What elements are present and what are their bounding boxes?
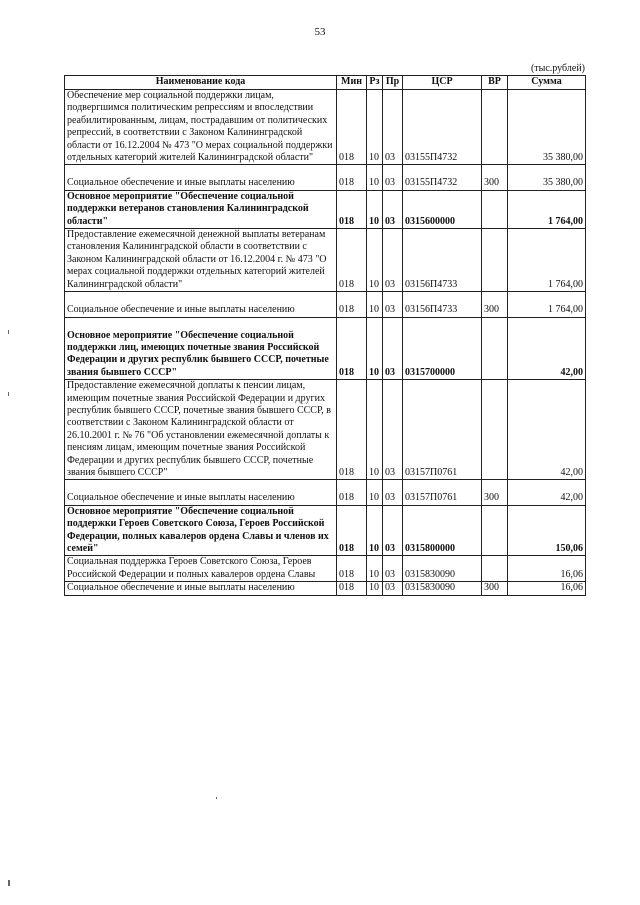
row-vr [482, 90, 508, 165]
row-name [65, 165, 337, 190]
row-csr [403, 317, 482, 380]
row-min-text: 018 [339, 568, 354, 580]
row-min-text: 018 [339, 543, 354, 554]
row-min [337, 90, 367, 165]
row-name-text: Социальная поддержка Героев Советского Союза, Героев Российской Федерации и полных кавалеров ордена Славы [67, 556, 316, 580]
row-pr [383, 582, 403, 595]
row-min-text: 018 [339, 366, 354, 378]
row-vr [482, 480, 508, 505]
row-min [337, 165, 367, 190]
row-name [65, 505, 337, 556]
row-pr [383, 90, 403, 165]
row-name-text: Основное мероприятие "Обеспечение социальной поддержки лиц, имеющих почетные звания Российской Федерации и других республик бывшего СССР, почетные звания бывшего СССР" [67, 329, 329, 378]
table-row [65, 292, 586, 317]
row-min [337, 582, 367, 595]
row-csr [403, 505, 482, 556]
row-sum [508, 317, 586, 380]
row-sum-text: 150,06 [555, 543, 583, 554]
row-csr [403, 582, 482, 595]
row-min [337, 317, 367, 380]
row-pr [383, 480, 403, 505]
table-row [65, 165, 586, 190]
row-pr-text: 03 [385, 366, 395, 378]
row-sum-text: 35 380,00 [543, 152, 583, 164]
row-sum [508, 480, 586, 505]
row-name [65, 90, 337, 165]
table-header-row [65, 76, 586, 90]
header-vr: ВР [482, 76, 508, 90]
row-pr-text: 03 [385, 582, 395, 594]
row-sum-text: 16,06 [560, 568, 583, 580]
row-min [337, 556, 367, 582]
row-csr [403, 556, 482, 582]
margin-mark [8, 392, 9, 396]
header-sum: Сумма [508, 76, 586, 90]
row-min-text: 018 [339, 304, 354, 316]
row-rz [367, 380, 383, 480]
row-vr [482, 380, 508, 480]
row-name-text: Основное мероприятие "Обеспечение социальной поддержки ветеранов становления Калининградской области" [67, 190, 309, 227]
row-sum [508, 380, 586, 480]
row-min [337, 229, 367, 292]
row-min [337, 292, 367, 317]
row-csr-text: 03156П4733 [405, 304, 458, 316]
row-rz-text: 10 [369, 366, 379, 378]
row-csr [403, 480, 482, 505]
row-name-text: Обеспечение мер социальной поддержки лицам, подвергшимся политическим репрессиям и впоследствии реабилитированным, лицам, пострадавшим от политических репрессий, в соответствии с Законом Калининградской области от 16.12.2004 № 473 "О мерах социальной поддержки отдельных категорий жителей Калининградской области" [67, 90, 333, 164]
row-rz [367, 480, 383, 505]
row-min-text: 018 [339, 466, 354, 478]
row-pr-text: 03 [385, 543, 395, 554]
row-sum-text: 1 764,00 [548, 304, 583, 316]
row-sum-text: 42,00 [560, 492, 583, 504]
row-pr [383, 190, 403, 228]
header-name: Наименование кода [65, 76, 337, 90]
page-number: 53 [314, 26, 326, 38]
row-csr-text: 03155П4732 [405, 152, 458, 164]
row-pr [383, 317, 403, 380]
row-sum-text: 16,06 [560, 582, 583, 594]
row-sum-text: 42,00 [560, 466, 583, 478]
row-name-text: Основное мероприятие "Обеспечение социальной поддержки Героев Советского Союза, Героев Российской Федерации, полных кавалеров ордена Славы и членов их семей" [67, 505, 329, 554]
row-rz-text: 10 [369, 304, 379, 316]
row-vr-text: 300 [484, 492, 499, 504]
row-pr [383, 292, 403, 317]
row-rz-text: 10 [369, 543, 379, 554]
row-rz-text: 10 [369, 492, 379, 504]
row-pr-text: 03 [385, 492, 395, 504]
row-vr [482, 292, 508, 317]
row-vr [482, 229, 508, 292]
row-name-text: Социальное обеспечение и иные выплаты населению [67, 582, 295, 594]
row-min-text: 018 [339, 278, 354, 290]
row-name-text: Предоставление ежемесячной денежной выплаты ветеранам становления Калининградской области в соответствии с Законом Калининградской области от 16.12.2004 г. № 473 "О мерах социальной поддержки отдельных категорий жителей Калининградской области" [67, 229, 327, 290]
row-pr-text: 03 [385, 466, 395, 478]
row-name-text: Социальное обеспечение и иные выплаты населению [67, 177, 295, 189]
row-csr-text: 0315800000 [405, 543, 455, 554]
row-rz-text: 10 [369, 568, 379, 580]
row-pr [383, 229, 403, 292]
row-pr [383, 380, 403, 480]
row-pr-text: 03 [385, 215, 395, 227]
row-name-text: Социальное обеспечение и иные выплаты населению [67, 304, 295, 316]
row-csr [403, 190, 482, 228]
row-csr-text: 0315700000 [405, 366, 455, 378]
row-name [65, 556, 337, 582]
row-rz-text: 10 [369, 152, 379, 164]
table-row [65, 380, 586, 480]
table-row [65, 556, 586, 582]
row-csr-text: 03157П0761 [405, 466, 458, 478]
row-csr-text: 0315830090 [405, 582, 455, 594]
row-pr [383, 165, 403, 190]
row-rz [367, 190, 383, 228]
row-sum [508, 165, 586, 190]
row-csr-text: 03155П4732 [405, 177, 458, 189]
row-min-text: 018 [339, 492, 354, 504]
budget-table [64, 75, 586, 596]
row-vr [482, 556, 508, 582]
row-rz-text: 10 [369, 582, 379, 594]
row-pr-text: 03 [385, 177, 395, 189]
row-min [337, 190, 367, 228]
row-csr-text: 03156П4733 [405, 278, 458, 290]
units-label: (тыс.рублей) [530, 63, 585, 74]
row-vr [482, 505, 508, 556]
row-sum [508, 229, 586, 292]
table-row [65, 229, 586, 292]
row-sum [508, 505, 586, 556]
row-csr [403, 165, 482, 190]
row-rz [367, 229, 383, 292]
row-min-text: 018 [339, 152, 354, 164]
row-name [65, 229, 337, 292]
row-rz-text: 10 [369, 466, 379, 478]
table-row [65, 90, 586, 165]
table-row [65, 190, 586, 228]
header-csr: ЦСР [403, 76, 482, 90]
row-sum [508, 556, 586, 582]
row-csr [403, 292, 482, 317]
row-vr-text: 300 [484, 177, 499, 189]
row-name [65, 480, 337, 505]
row-name-text: Предоставление ежемесячной доплаты к пенсии лицам, имеющим почетные звания Российской Федерации и других республик бывшего СССР, почетные звания бывшего СССР, в соответствии с Законом Калининградской области от 26.10.2001 г. № 76 "Об установлении ежемесячной доплаты к пенсиям лицам, имеющим почетные звания Российской Федерации и других республик бывшего СССР, почетные звания бывшего СССР" [67, 380, 332, 478]
row-csr [403, 229, 482, 292]
row-rz [367, 292, 383, 317]
row-vr [482, 582, 508, 595]
row-sum-text: 42,00 [560, 366, 583, 378]
header-rz: Рз [367, 76, 383, 90]
row-rz-text: 10 [369, 177, 379, 189]
row-name [65, 292, 337, 317]
row-sum [508, 582, 586, 595]
row-rz [367, 317, 383, 380]
row-vr-text: 300 [484, 582, 499, 594]
row-min [337, 505, 367, 556]
row-vr [482, 190, 508, 228]
row-pr-text: 03 [385, 568, 395, 580]
row-rz [367, 556, 383, 582]
row-min-text: 018 [339, 215, 354, 227]
row-min-text: 018 [339, 177, 354, 189]
row-sum [508, 292, 586, 317]
row-rz [367, 582, 383, 595]
table-row [65, 317, 586, 380]
row-sum [508, 90, 586, 165]
row-name [65, 380, 337, 480]
header-pr: Пр [383, 76, 403, 90]
row-sum-text: 35 380,00 [543, 177, 583, 189]
table-row [65, 505, 586, 556]
row-min [337, 480, 367, 505]
row-rz-text: 10 [369, 278, 379, 290]
row-pr [383, 505, 403, 556]
row-min [337, 380, 367, 480]
row-name-text: Социальное обеспечение и иные выплаты населению [67, 492, 295, 504]
row-min-text: 018 [339, 582, 354, 594]
row-rz-text: 10 [369, 215, 379, 227]
row-pr-text: 03 [385, 152, 395, 164]
row-rz [367, 165, 383, 190]
row-name [65, 190, 337, 228]
row-vr [482, 317, 508, 380]
row-vr [482, 165, 508, 190]
table-row [65, 480, 586, 505]
row-sum-text: 1 764,00 [548, 278, 583, 290]
margin-mark [216, 797, 217, 799]
table-row [65, 582, 586, 595]
row-rz [367, 505, 383, 556]
row-csr-text: 0315830090 [405, 568, 455, 580]
row-sum [508, 190, 586, 228]
row-pr [383, 556, 403, 582]
row-vr-text: 300 [484, 304, 499, 316]
row-csr [403, 90, 482, 165]
row-sum-text: 1 764,00 [548, 215, 583, 227]
row-name [65, 582, 337, 595]
row-csr-text: 0315600000 [405, 215, 455, 227]
header-min: Мин [337, 76, 367, 90]
margin-mark [8, 330, 9, 334]
row-name [65, 317, 337, 380]
row-pr-text: 03 [385, 304, 395, 316]
margin-mark [8, 880, 10, 886]
row-csr [403, 380, 482, 480]
row-csr-text: 03157П0761 [405, 492, 458, 504]
row-pr-text: 03 [385, 278, 395, 290]
row-rz [367, 90, 383, 165]
